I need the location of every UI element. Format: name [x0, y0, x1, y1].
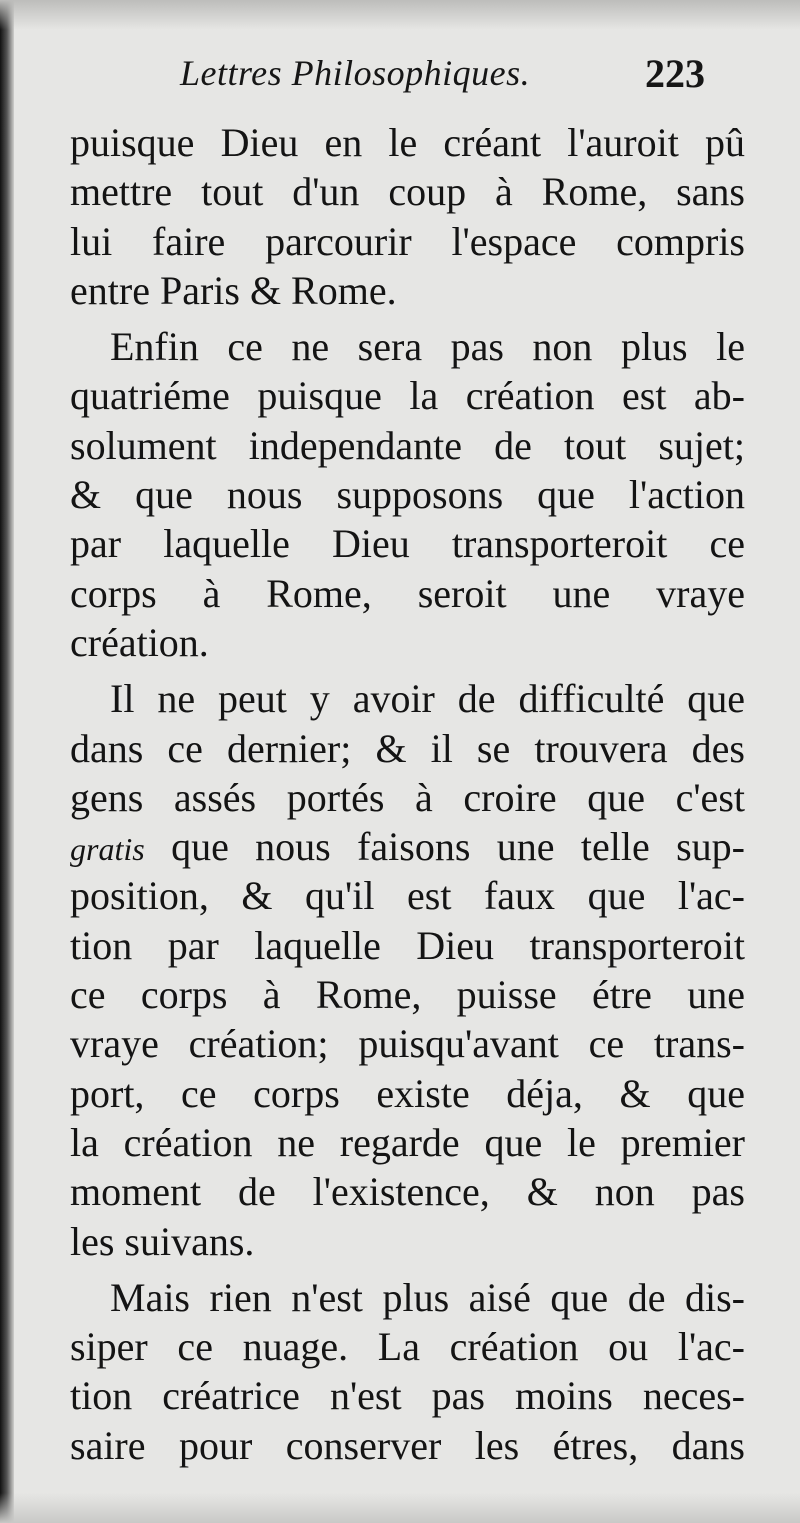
text-line: position, & qu'il est faux que l'ac- [70, 873, 745, 919]
text-line: la création ne regarde que le premier [70, 1119, 745, 1165]
text-line: quatriéme puisque la création est ab- [70, 373, 745, 419]
bottom-edge-shadow [0, 1493, 800, 1523]
text-line: les suivans. [70, 1218, 255, 1264]
text-line: tion créatrice n'est pas moins neces- [70, 1373, 745, 1419]
text-line: & que nous supposons que l'action [70, 472, 745, 518]
page-gutter-shadow [0, 0, 14, 1523]
text-line: saire pour conserver les étres, dans [70, 1422, 745, 1468]
running-head: Lettres Philosophiques. [180, 53, 531, 93]
text-line: puisque Dieu en le créant l'auroit pû [70, 120, 745, 165]
text-line: port, ce corps existe déja, & que [70, 1070, 745, 1116]
italic-word: gratis [70, 831, 145, 868]
paragraph-start-line: Enfin ce ne sera pas non plus le [110, 324, 745, 370]
text-line-rest: que nous faisons une telle sup- [171, 824, 746, 870]
text-line: entre Paris & Rome. [70, 267, 397, 313]
text-line: corps à Rome, seroit une vraye [70, 570, 745, 616]
text-line: tion par laquelle Dieu transporteroit [70, 922, 745, 968]
text-block [70, 118, 745, 1470]
text-line: dans ce dernier; & il se trouvera des [70, 725, 745, 771]
text-line: gens assés portés à croire que c'est [70, 774, 745, 820]
top-edge-shadow [0, 0, 800, 30]
text-line: lui faire parcourir l'espace compris [70, 218, 745, 264]
text-line: siper ce nuage. La création ou l'ac- [70, 1324, 745, 1370]
paragraph-start-line: Il ne peut y avoir de difficulté que [110, 676, 745, 722]
text-line: vraye création; puisqu'avant ce trans- [70, 1021, 745, 1067]
text-line: par laquelle Dieu transporteroit ce [70, 521, 745, 567]
text-line [70, 822, 745, 871]
text-line: ce corps à Rome, puisse étre une [70, 972, 745, 1018]
text-line: création. [70, 619, 209, 665]
text-line: moment de l'existence, & non pas [70, 1169, 745, 1215]
text-line: solument independante de tout sujet; [70, 422, 745, 468]
text-line: mettre tout d'un coup à Rome, sans [70, 169, 745, 215]
page-number: 223 [645, 51, 705, 96]
paragraph-start-line: Mais rien n'est plus aisé que de dis- [110, 1274, 745, 1320]
